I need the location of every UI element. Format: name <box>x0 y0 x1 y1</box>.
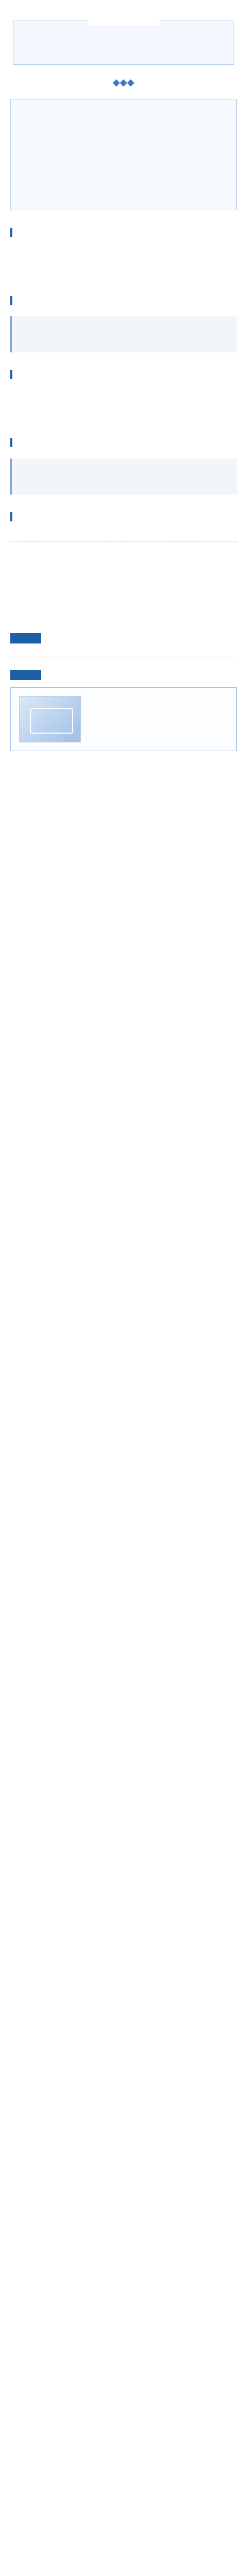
header-box <box>13 21 234 65</box>
section-bar-icon <box>10 370 12 379</box>
about-block <box>10 670 237 751</box>
reference-item <box>10 582 237 598</box>
section-bar-icon <box>10 512 12 521</box>
author-line <box>10 633 237 643</box>
header-title <box>22 28 225 41</box>
quote-box <box>10 459 237 495</box>
section-heading <box>10 368 237 381</box>
header-byline <box>22 46 225 55</box>
section-2 <box>10 294 237 352</box>
section-3 <box>10 368 237 420</box>
section-heading <box>10 294 237 307</box>
quote-box <box>10 316 237 352</box>
sub-heading <box>10 267 237 278</box>
description-text <box>10 762 237 840</box>
references-title <box>10 549 237 559</box>
sub-heading <box>10 389 237 401</box>
section-5 <box>10 510 237 523</box>
section-1 <box>10 226 237 278</box>
sub-heading <box>10 247 237 259</box>
about-figure-image <box>19 696 81 742</box>
section-bar-icon <box>10 228 12 237</box>
section-4 <box>10 436 237 495</box>
abstract-box <box>10 99 237 210</box>
references <box>10 541 237 618</box>
reference-item <box>10 562 237 579</box>
ornament-icon <box>93 78 154 88</box>
about-text <box>88 696 228 742</box>
section-bar-icon <box>10 296 12 305</box>
section-bar-icon <box>10 438 12 447</box>
section-heading <box>10 510 237 523</box>
reference-item <box>10 601 237 618</box>
section-heading <box>10 226 237 239</box>
author-tag <box>10 633 41 643</box>
abstract-title <box>20 108 227 119</box>
abstract-text <box>20 123 227 200</box>
section-heading <box>10 436 237 449</box>
about-box <box>10 687 237 751</box>
about-tag <box>10 670 41 680</box>
sub-heading <box>10 409 237 420</box>
about-head <box>10 670 237 680</box>
